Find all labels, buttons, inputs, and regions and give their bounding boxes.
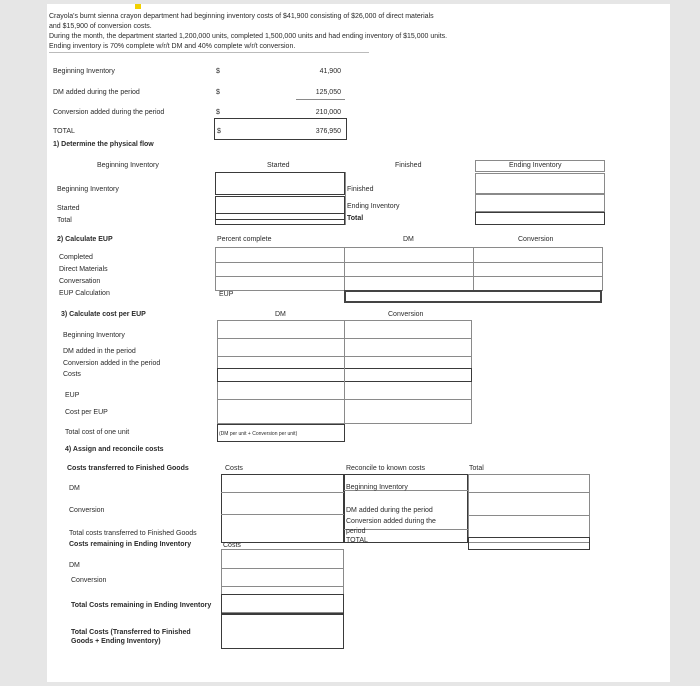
- worksheet: [47, 4, 670, 682]
- summary-total-label: TOTAL: [53, 128, 75, 135]
- section-2-title: 2) Calculate EUP: [57, 236, 113, 243]
- row-beginning-inventory: Beginning Inventory: [63, 332, 125, 339]
- section-3-title: 3) Calculate cost per EUP: [61, 311, 146, 318]
- input-cell[interactable]: [215, 172, 345, 195]
- header-costs-2: Costs: [223, 542, 241, 549]
- grid-line: [221, 492, 344, 493]
- row-eup: EUP: [65, 392, 80, 399]
- row-cost-per-eup: Cost per EUP: [65, 409, 108, 416]
- input-cell[interactable]: [215, 213, 345, 225]
- input-cell[interactable]: [221, 594, 344, 614]
- input-cell[interactable]: [475, 194, 605, 212]
- row-started: Started: [57, 205, 80, 212]
- grid-line: [221, 586, 344, 587]
- header-started: Started: [267, 162, 290, 169]
- rec-total: TOTAL: [346, 537, 368, 544]
- grid-line: [215, 262, 603, 263]
- section-1-title: 1) Determine the physical flow: [53, 141, 154, 148]
- summary-currency: $: [216, 68, 220, 75]
- row-eup-calculation: EUP Calculation: [59, 290, 110, 297]
- summary-value-conv: 210,000: [315, 109, 341, 116]
- problem-line-4: Ending inventory is 70% complete w/r/t DM and 40% complete w/r/t conversion.: [49, 43, 296, 50]
- grid-line: [473, 247, 474, 291]
- problem-line-3: During the month, the department started 1,200,000 units, completed 1,500,000 units and had ending inventory of $15,000 units.: [49, 33, 448, 40]
- rec-dm-added: DM added during the period: [346, 507, 433, 514]
- total-grid: [468, 474, 590, 543]
- header-percent-complete: Percent complete: [217, 236, 272, 243]
- divider: [49, 52, 369, 53]
- row-completed: Completed: [59, 254, 93, 261]
- row-dm-added: DM added in the period: [63, 348, 136, 355]
- row-total-transferred: Total costs transferred to Finished Goods: [69, 530, 197, 537]
- row-total: Total: [57, 217, 72, 224]
- row-direct-materials: Direct Materials: [59, 266, 108, 273]
- grid-line: [468, 492, 590, 493]
- rec-conversion-added: Conversion added during the: [346, 518, 436, 525]
- grid-line: [344, 320, 345, 424]
- header-dm: DM: [275, 311, 286, 318]
- row-conversion: Conversion: [69, 507, 105, 514]
- input-cell[interactable]: [344, 290, 602, 303]
- row-costs: Costs: [63, 371, 81, 378]
- highlight-mark: [135, 4, 141, 9]
- header-conversion: Conversion: [518, 236, 554, 243]
- row-dm-2: DM: [69, 562, 80, 569]
- label-ending-inventory: Ending Inventory: [347, 203, 400, 210]
- input-cell[interactable]: [475, 173, 605, 194]
- row-dm: DM: [69, 485, 80, 492]
- header-reconcile: Reconcile to known costs: [346, 465, 425, 472]
- grid-line: [468, 515, 590, 516]
- rec-conversion-period: period: [346, 528, 366, 535]
- header-costs: Costs: [225, 465, 243, 472]
- summary-value-beg: 41,900: [319, 68, 341, 75]
- summary-currency: $: [216, 109, 220, 116]
- row-conversion-added: Conversion added in the period: [63, 360, 161, 367]
- problem-line-1: Crayola's burnt sienna crayon department had beginning inventory costs of $41,900 consisting of $26,000 of direct materials: [49, 13, 434, 20]
- problem-line-2: and $15,900 of conversion costs.: [49, 23, 152, 30]
- row-total-all-2: Goods + Ending Inventory): [71, 638, 161, 645]
- row-total-remaining: Total Costs remaining in Ending Inventory: [71, 602, 212, 609]
- label-costs-remaining: Costs remaining in Ending Inventory: [69, 541, 192, 548]
- summary-total-value: 376,950: [315, 128, 341, 135]
- grid-line: [345, 172, 346, 225]
- header-dm: DM: [403, 236, 414, 243]
- label-eup: EUP: [219, 291, 234, 298]
- summary-value-dm: 125,050: [315, 89, 341, 96]
- eup-grid: [215, 247, 603, 291]
- header-finished: Finished: [395, 162, 422, 169]
- header-total: Total: [469, 465, 484, 472]
- row-total-cost-one-unit: Total cost of one unit: [65, 429, 130, 436]
- row-conversion-2: Conversion: [71, 577, 107, 584]
- input-cell[interactable]: [475, 160, 605, 172]
- row-beginning-inventory: Beginning Inventory: [57, 186, 119, 193]
- underline: [296, 99, 345, 100]
- grid-line: [344, 247, 345, 291]
- formula-note: (DM per unit + Conversion per unit): [219, 431, 298, 437]
- input-cell[interactable]: [475, 212, 605, 225]
- rec-beginning-inventory: Beginning Inventory: [346, 484, 408, 491]
- label-finished: Finished: [347, 186, 374, 193]
- grid-line: [215, 276, 603, 277]
- grid-line: [221, 514, 344, 515]
- header-conversion: Conversion: [388, 311, 424, 318]
- summary-label-beg: Beginning Inventory: [53, 68, 115, 75]
- grid-line: [221, 568, 344, 569]
- input-cell[interactable]: [221, 614, 344, 649]
- summary-label-conv: Conversion added during the period: [53, 109, 165, 116]
- header-ending-inventory: Ending Inventory: [509, 162, 562, 169]
- row-total-all-1: Total Costs (Transferred to Finished: [71, 629, 191, 636]
- section-4-title: 4) Assign and reconcile costs: [65, 446, 164, 453]
- header-beginning-inventory: Beginning Inventory: [97, 162, 159, 169]
- summary-currency: $: [216, 89, 220, 96]
- summary-label-dm: DM added during the period: [53, 89, 140, 96]
- row-conversation: Conversation: [59, 278, 101, 285]
- label-costs-transferred: Costs transferred to Finished Goods: [67, 465, 189, 472]
- transferred-grid: [221, 474, 344, 543]
- input-cell[interactable]: [468, 537, 590, 550]
- summary-currency: $: [217, 128, 221, 135]
- label-total: Total: [347, 215, 364, 222]
